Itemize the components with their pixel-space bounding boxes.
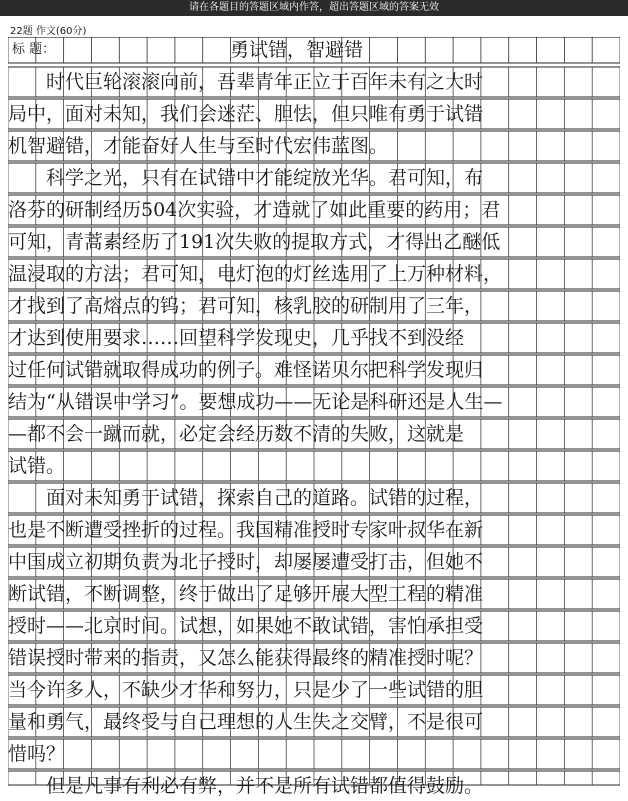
essay-line: 试错。	[8, 455, 66, 477]
essay-line: 可知，青蒿素经历了191次失败的提取方式，才得出乙醚低	[8, 231, 501, 253]
essay-line: 温浸取的方法；君可知，电灯泡的灯丝选用了上万种材料，	[8, 263, 503, 285]
essay-line: 面对未知勇于试错，探索自己的道路。试错的过程，	[8, 487, 484, 509]
essay-line: 过任何试错就取得成功的例子。难怪诺贝尔把科学发现归	[8, 359, 484, 381]
title-label: 标 题：	[12, 42, 56, 57]
essay-line: 惜吗？	[8, 743, 66, 765]
essay-line: 结为“从错误中学习”。要想成功——无论是科研还是人生—	[8, 391, 503, 413]
essay-line: 才找到了高熔点的钨；君可知，核乳胶的研制用了三年，	[8, 295, 484, 317]
essay-line: 但是凡事有利必有弊，并不是所有试错都值得鼓励。	[8, 775, 484, 797]
essay-line: 量和勇气，最终受与自己理想的人生失之交臂，不是很可	[8, 711, 484, 733]
essay-line: 当今许多人，不缺少才华和努力，只是少了一些试错的胆	[8, 679, 484, 701]
essay-title: 勇试错，智避错	[230, 39, 364, 61]
essay-line: 断试错，不断调整，终于做出了足够开展大型工程的精准	[8, 583, 484, 605]
essay-line: 也是不断遭受挫折的过程。我国精准授时专家叶叔华在新	[8, 519, 484, 541]
essay-line: 洛芬的研制经历504次实验，才造就了如此重要的药用；君	[8, 199, 501, 221]
question-label: 22题 作文(60分)	[10, 26, 87, 37]
essay-line: 才达到使用要求……回望科学发现史，几乎找不到没经	[8, 327, 465, 349]
essay-line: 中国成立初期负责为北子授时，却屡屡遭受打击，但她不	[8, 551, 484, 573]
essay-line: 机智避错，才能奋好人生与至时代宏伟蓝图。	[8, 135, 389, 157]
essay-line: 科学之光，只有在试错中才能绽放光华。君可知，布	[8, 167, 484, 189]
writing-grid	[8, 37, 620, 797]
answer-area-notice: 请在各题目的答题区域内作答，超出答题区域的答案无效	[0, 0, 628, 16]
essay-line: 错误授时带来的指责，又怎么能获得最终的精准授时呢？	[8, 647, 484, 669]
essay-line: 授时——北京时间。试想，如果她不敢试错，害怕承担受	[8, 615, 484, 637]
essay-line: 时代巨轮滚滚向前，吾辈青年正立于百年未有之大时	[8, 71, 484, 93]
essay-line: 局中，面对未知，我们会迷茫、胆怯，但只唯有勇于试错	[8, 103, 484, 125]
essay-line: —都不会一蹴而就，必定会经历数不清的失败，这就是	[8, 423, 465, 445]
